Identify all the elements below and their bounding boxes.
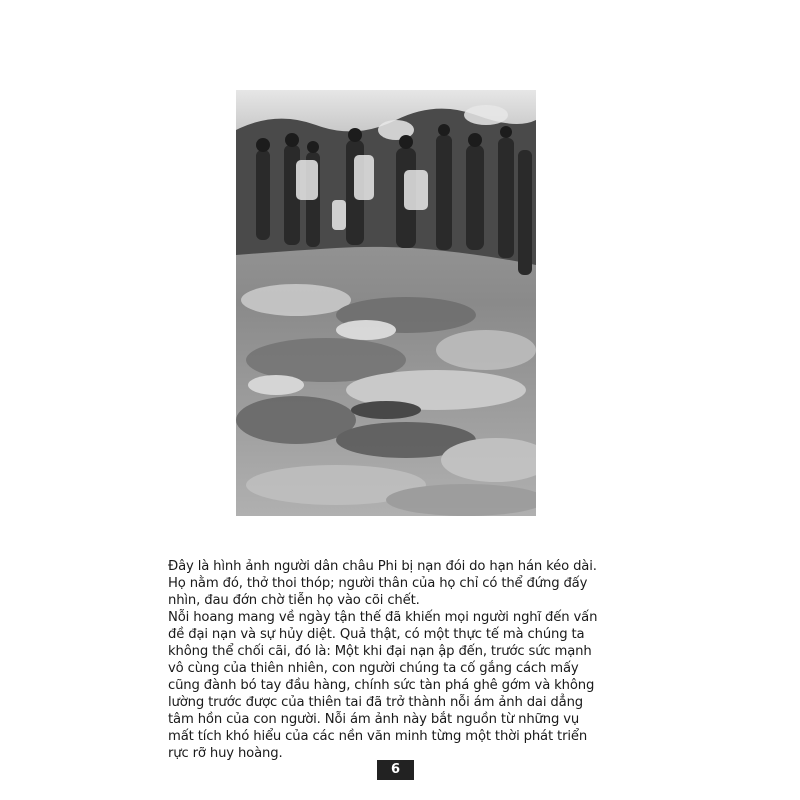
caption-text [168,558,604,762]
caption-paragraph-1: Đây là hình ảnh người dân châu Phi bị nạn đói do hạn hán kéo dài. Họ nằm đó, thở thoi thóp; người thân của họ chỉ có thể đứng đấy nhìn, đau đớn chờ tiễn họ vào cõi chết. [168,559,597,608]
caption-paragraph-2: Nỗi hoang mang về ngày tận thế đã khiến mọi người nghĩ đến vấn đề đại nạn và sự hủy diệt. Quả thật, có một thực tế mà chúng ta không thể chối cãi, đó là: Một khi đại nạn ập đến, trước sức mạnh vô cùng của thiên nhiên, con người chúng ta cố gắng cách mấy cũng đành bó tay đầu hàng, chính sức tàn phá ghê gớm và không lường trước được của thiên tai đã trở thành nỗi ám ảnh dai dẳng tâm hồn của con người. Nỗi ám ảnh này bắt nguồn từ những vụ mất tích khó hiểu của các nền văn minh từng một thời phát triển rực rỡ huy hoàng. [168,610,598,761]
photo-image [236,90,536,516]
famine-photo [236,90,536,516]
page-number: 6 [377,760,414,780]
